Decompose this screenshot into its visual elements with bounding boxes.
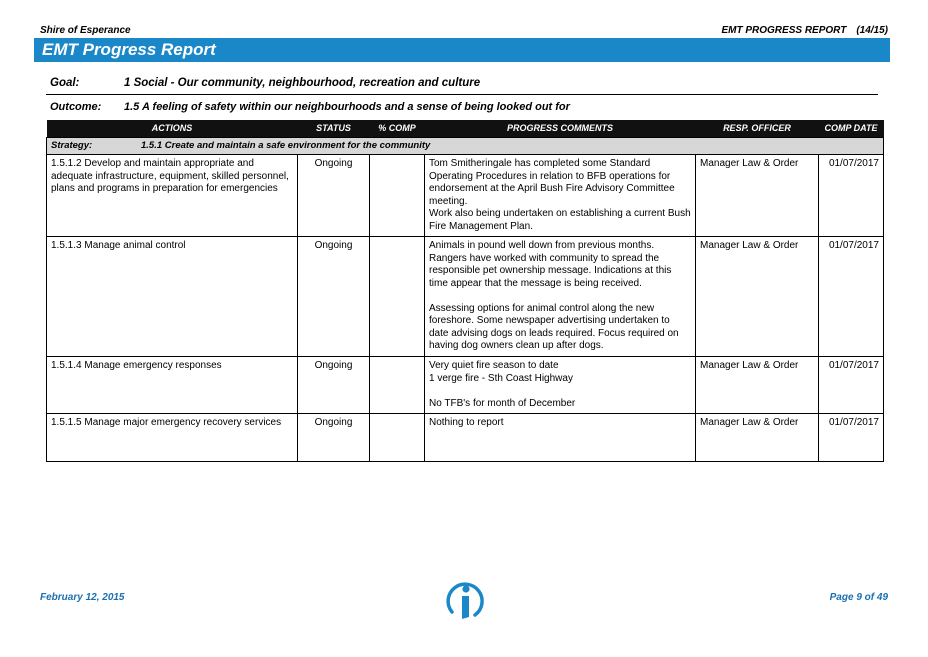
- outcome-label: Outcome:: [50, 101, 102, 113]
- comp-cell: [370, 357, 425, 414]
- col-actions: ACTIONS: [47, 120, 298, 137]
- comment-line: Very quiet fire season to date: [429, 360, 559, 371]
- comment-spacer: [429, 290, 691, 303]
- page-title: EMT Progress Report: [42, 40, 216, 59]
- title-banner: [34, 38, 890, 62]
- goal-text: 1 Social - Our community, neighbourhood, recreation and culture: [124, 77, 481, 89]
- comment-line: Tom Smitheringale has completed some Standard Operating Procedures in relation to BFB operations for endorsement at the April Bush Fire Advisory Committee meeting.: [429, 158, 675, 207]
- date-cell: 01/07/2017: [819, 414, 884, 462]
- strategy-label: Strategy:: [51, 139, 93, 151]
- strategy-text: 1.5.1 Create and maintain a safe environment for the community: [141, 139, 431, 151]
- shire-logo-icon: [442, 578, 488, 620]
- comments-cell: [425, 357, 696, 414]
- comment-line: Animals in pound well down from previous months. Rangers have worked with community to spread the responsible pet ownership message. Indications at this time appear that the message is being received.: [429, 240, 672, 289]
- status-cell: Ongoing: [298, 155, 370, 237]
- action-cell: 1.5.1.2 Develop and maintain appropriate and adequate infrastructure, equipment, skilled personnel, plans and programs in preparation for emergencies: [47, 155, 298, 237]
- date-cell: 01/07/2017: [819, 237, 884, 357]
- col-comments: PROGRESS COMMENTS: [425, 120, 696, 137]
- table-row: [47, 237, 884, 357]
- report-period: (14/15): [856, 25, 888, 36]
- comment-line: No TFB's for month of December: [429, 397, 576, 409]
- report-header: [721, 25, 888, 36]
- officer-cell: Manager Law & Order: [696, 237, 819, 357]
- comp-cell: [370, 237, 425, 357]
- date-cell: 01/07/2017: [819, 357, 884, 414]
- col-comp: % COMP: [370, 120, 425, 137]
- date-cell: 01/07/2017: [819, 155, 884, 237]
- outcome-text: 1.5 A feeling of safety within our neighbourhoods and a sense of being looked out for: [124, 101, 570, 113]
- col-officer: RESP. OFFICER: [696, 120, 819, 137]
- action-cell: 1.5.1.4 Manage emergency responses: [47, 357, 298, 414]
- goal-row: [50, 77, 480, 89]
- status-cell: Ongoing: [298, 237, 370, 357]
- goal-label: Goal:: [50, 77, 80, 89]
- col-status: STATUS: [298, 120, 370, 137]
- strategy-cell: [47, 137, 884, 155]
- comment-spacer: [429, 385, 691, 398]
- status-cell: Ongoing: [298, 357, 370, 414]
- comp-cell: [370, 414, 425, 462]
- comment-line: Work also being undertaken on establishing a current Bush Fire Management Plan.: [429, 208, 691, 232]
- table-row: [47, 357, 884, 414]
- table-header-row: [47, 120, 884, 137]
- report-name: EMT PROGRESS REPORT: [721, 25, 847, 36]
- comments-cell: [425, 414, 696, 462]
- table-row: [47, 414, 884, 462]
- comment-line: Assessing options for animal control along the new foreshore. Some newspaper advertising undertaken to date advising dogs on leads required. Focus required on having dog owners clean up after dogs.: [429, 302, 679, 351]
- comp-cell: [370, 155, 425, 237]
- officer-cell: Manager Law & Order: [696, 357, 819, 414]
- action-cell: 1.5.1.5 Manage major emergency recovery services: [47, 414, 298, 462]
- comments-cell: [425, 237, 696, 357]
- action-cell: 1.5.1.3 Manage animal control: [47, 237, 298, 357]
- actions-table: [46, 120, 884, 462]
- officer-cell: Manager Law & Order: [696, 155, 819, 237]
- col-date: COMP DATE: [819, 120, 884, 137]
- comment-line: Nothing to report: [429, 417, 504, 428]
- footer-date: February 12, 2015: [40, 592, 125, 603]
- goal-divider: [46, 94, 878, 95]
- outcome-row: [50, 101, 570, 113]
- comments-cell: [425, 155, 696, 237]
- table-row: [47, 155, 884, 237]
- strategy-row: [47, 137, 884, 155]
- org-name: Shire of Esperance: [40, 25, 131, 36]
- status-cell: Ongoing: [298, 414, 370, 462]
- officer-cell: Manager Law & Order: [696, 414, 819, 462]
- comment-line: 1 verge fire - Sth Coast Highway: [429, 372, 573, 384]
- page-number: Page 9 of 49: [829, 592, 888, 603]
